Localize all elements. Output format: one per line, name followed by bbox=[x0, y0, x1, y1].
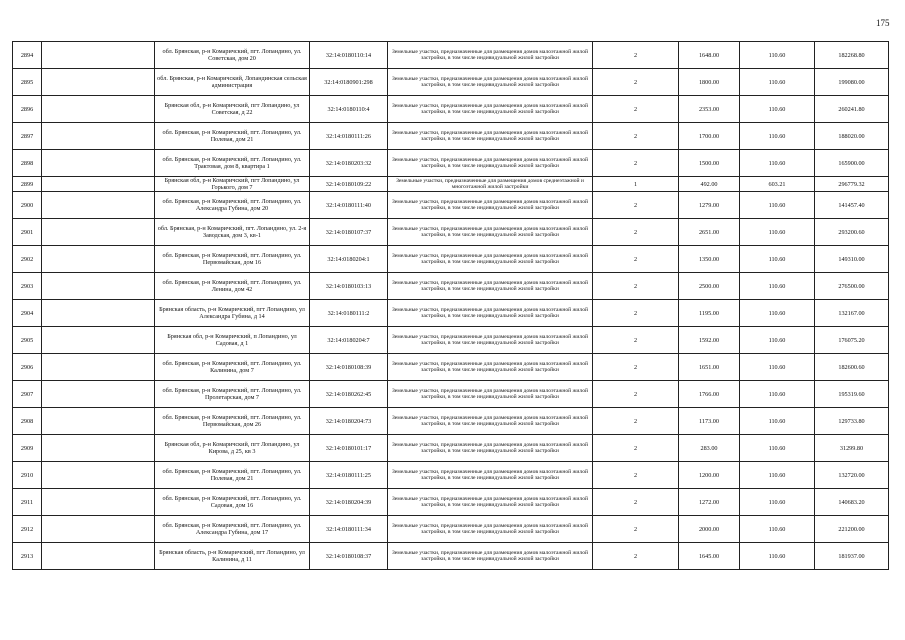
specific-value-cell: 110.60 bbox=[740, 273, 815, 300]
specific-value-cell: 110.60 bbox=[740, 150, 815, 177]
table-row bbox=[13, 489, 889, 516]
land-use-cell: Земельные участки, предназначенные для размещения домов малоэтажной жилой застройки, в том числе индивидуальной жилой застройки bbox=[388, 219, 593, 246]
area-cell: 2000.00 bbox=[679, 516, 740, 543]
area-cell: 283.00 bbox=[679, 435, 740, 462]
blank-cell bbox=[42, 96, 155, 123]
blank-cell bbox=[42, 489, 155, 516]
land-use-cell: Земельные участки, предназначенные для размещения домов малоэтажной жилой застройки, в том числе индивидуальной жилой застройки bbox=[388, 435, 593, 462]
row-number: 2911 bbox=[13, 489, 42, 516]
land-use-cell: Земельные участки, предназначенные для размещения домов малоэтажной жилой застройки, в том числе индивидуальной жилой застройки bbox=[388, 192, 593, 219]
area-cell: 2651.00 bbox=[679, 219, 740, 246]
row-number: 2904 bbox=[13, 300, 42, 327]
cadastral-number-cell: 32:14:0180111:25 bbox=[310, 462, 388, 489]
row-number: 2905 bbox=[13, 327, 42, 354]
blank-cell bbox=[42, 327, 155, 354]
cadastral-number-cell: 32:14:0180108:39 bbox=[310, 354, 388, 381]
address-cell: обл. Брянская, р-н Комаричский, пгт. Лопандино, ул. Полевая, дом 21 bbox=[155, 462, 310, 489]
area-cell: 1200.00 bbox=[679, 462, 740, 489]
specific-value-cell: 110.60 bbox=[740, 123, 815, 150]
cadastral-number-cell: 32:14:0180901:298 bbox=[310, 69, 388, 96]
area-cell: 1272.00 bbox=[679, 489, 740, 516]
area-cell: 1648.00 bbox=[679, 42, 740, 69]
table-row bbox=[13, 42, 889, 69]
address-cell: обл. Брянская, р-н Комаричский, пгт. Лопандино, ул. Трактовая, дом 8, квартира 1 bbox=[155, 150, 310, 177]
area-cell: 1173.00 bbox=[679, 408, 740, 435]
row-number: 2912 bbox=[13, 516, 42, 543]
address-cell: обл. Брянская, р-н Комаричский, пгт. Лопандино, ул. Калинина, дом 7 bbox=[155, 354, 310, 381]
table-row bbox=[13, 462, 889, 489]
cadastral-number-cell: 32:14:0180110:14 bbox=[310, 42, 388, 69]
row-number: 2907 bbox=[13, 381, 42, 408]
table-row bbox=[13, 273, 889, 300]
cadastral-number-cell: 32:14:0180203:32 bbox=[310, 150, 388, 177]
table-row bbox=[13, 408, 889, 435]
table-row bbox=[13, 435, 889, 462]
cadastral-value-cell: 141457.40 bbox=[815, 192, 889, 219]
cadastral-value-cell: 181937.00 bbox=[815, 543, 889, 570]
table-row bbox=[13, 69, 889, 96]
cadastral-value-cell: 293200.60 bbox=[815, 219, 889, 246]
row-number: 2906 bbox=[13, 354, 42, 381]
group-cell: 2 bbox=[593, 462, 679, 489]
address-cell: обл. Брянская, р-н Комаричский, пгт. Лопандино, ул. Александра Губина, дом 17 bbox=[155, 516, 310, 543]
land-use-cell: Земельные участки, предназначенные для размещения домов малоэтажной жилой застройки, в том числе индивидуальной жилой застройки bbox=[388, 327, 593, 354]
row-number: 2913 bbox=[13, 543, 42, 570]
table-row bbox=[13, 354, 889, 381]
table-row bbox=[13, 246, 889, 273]
specific-value-cell: 603.21 bbox=[740, 177, 815, 192]
row-number: 2894 bbox=[13, 42, 42, 69]
table-row bbox=[13, 300, 889, 327]
blank-cell bbox=[42, 150, 155, 177]
row-number: 2895 bbox=[13, 69, 42, 96]
row-number: 2903 bbox=[13, 273, 42, 300]
blank-cell bbox=[42, 462, 155, 489]
cadastral-number-cell: 32:14:0180103:13 bbox=[310, 273, 388, 300]
area-cell: 1500.00 bbox=[679, 150, 740, 177]
area-cell: 1592.00 bbox=[679, 327, 740, 354]
blank-cell bbox=[42, 381, 155, 408]
land-use-cell: Земельные участки, предназначенные для размещения домов малоэтажной жилой застройки, в том числе индивидуальной жилой застройки bbox=[388, 96, 593, 123]
address-cell: Брянская область, р-н Комаричский, пгт Лопандино, ул Александра Губина, д 14 bbox=[155, 300, 310, 327]
land-use-cell: Земельные участки, предназначенные для размещения домов малоэтажной жилой застройки, в том числе индивидуальной жилой застройки bbox=[388, 516, 593, 543]
table-row bbox=[13, 381, 889, 408]
blank-cell bbox=[42, 69, 155, 96]
table-row bbox=[13, 177, 889, 192]
blank-cell bbox=[42, 42, 155, 69]
address-cell: Брянская обл, р-н Комаричский, пгт Лопандино, ул Горького, дом 7 bbox=[155, 177, 310, 192]
specific-value-cell: 110.60 bbox=[740, 381, 815, 408]
cadastral-value-table bbox=[12, 41, 889, 570]
group-cell: 2 bbox=[593, 42, 679, 69]
address-cell: Брянская обл, р-н Комаричский, пгт Лопандино, ул Советская, д 22 bbox=[155, 96, 310, 123]
specific-value-cell: 110.60 bbox=[740, 435, 815, 462]
group-cell: 2 bbox=[593, 381, 679, 408]
cadastral-value-cell: 195319.60 bbox=[815, 381, 889, 408]
area-cell: 1350.00 bbox=[679, 246, 740, 273]
group-cell: 1 bbox=[593, 177, 679, 192]
row-number: 2901 bbox=[13, 219, 42, 246]
specific-value-cell: 110.60 bbox=[740, 300, 815, 327]
row-number: 2896 bbox=[13, 96, 42, 123]
specific-value-cell: 110.60 bbox=[740, 354, 815, 381]
land-use-cell: Земельные участки, предназначенные для размещения домов малоэтажной жилой застройки, в том числе индивидуальной жилой застройки bbox=[388, 408, 593, 435]
group-cell: 2 bbox=[593, 246, 679, 273]
row-number: 2900 bbox=[13, 192, 42, 219]
cadastral-number-cell: 32:14:0180107:37 bbox=[310, 219, 388, 246]
page-number: 175 bbox=[876, 18, 890, 28]
group-cell: 2 bbox=[593, 516, 679, 543]
specific-value-cell: 110.60 bbox=[740, 219, 815, 246]
cadastral-number-cell: 32:14:0180262:45 bbox=[310, 381, 388, 408]
land-use-cell: Земельные участки, предназначенные для размещения домов малоэтажной жилой застройки, в том числе индивидуальной жилой застройки bbox=[388, 42, 593, 69]
cadastral-number-cell: 32:14:0180111:26 bbox=[310, 123, 388, 150]
group-cell: 2 bbox=[593, 192, 679, 219]
cadastral-value-cell: 132720.00 bbox=[815, 462, 889, 489]
address-cell: Брянская обл, р-н Комаричский, пгт Лопандино, ул Кирова, д 25, кв 3 bbox=[155, 435, 310, 462]
table-row bbox=[13, 516, 889, 543]
address-cell: обл. Брянская, р-н Комаричский, пгт. Лопандино, ул. Первомайская, дом 16 bbox=[155, 246, 310, 273]
table-row bbox=[13, 192, 889, 219]
address-cell: обл. Брянская, р-н Комаричский, пгт. Лопандино, ул. Полевая, дом 21 bbox=[155, 123, 310, 150]
cadastral-number-cell: 32:14:0180204:7 bbox=[310, 327, 388, 354]
area-cell: 1766.00 bbox=[679, 381, 740, 408]
cadastral-value-cell: 149310.00 bbox=[815, 246, 889, 273]
cadastral-number-cell: 32:14:0180109:22 bbox=[310, 177, 388, 192]
blank-cell bbox=[42, 543, 155, 570]
specific-value-cell: 110.60 bbox=[740, 408, 815, 435]
blank-cell bbox=[42, 354, 155, 381]
row-number: 2897 bbox=[13, 123, 42, 150]
specific-value-cell: 110.60 bbox=[740, 489, 815, 516]
blank-cell bbox=[42, 516, 155, 543]
cadastral-value-cell: 296779.32 bbox=[815, 177, 889, 192]
area-cell: 1195.00 bbox=[679, 300, 740, 327]
group-cell: 2 bbox=[593, 408, 679, 435]
specific-value-cell: 110.60 bbox=[740, 246, 815, 273]
land-use-cell: Земельные участки, предназначенные для размещения домов малоэтажной жилой застройки, в том числе индивидуальной жилой застройки bbox=[388, 69, 593, 96]
blank-cell bbox=[42, 273, 155, 300]
group-cell: 2 bbox=[593, 69, 679, 96]
specific-value-cell: 110.60 bbox=[740, 192, 815, 219]
group-cell: 2 bbox=[593, 435, 679, 462]
address-cell: Брянская область, р-н Комаричский, пгт Лопандино, ул Калинина, д 11 bbox=[155, 543, 310, 570]
land-use-cell: Земельные участки, предназначенные для размещения домов малоэтажной жилой застройки, в том числе индивидуальной жилой застройки bbox=[388, 489, 593, 516]
cadastral-value-cell: 199080.00 bbox=[815, 69, 889, 96]
row-number: 2898 bbox=[13, 150, 42, 177]
land-use-cell: Земельные участки, предназначенные для размещения домов малоэтажной жилой застройки, в том числе индивидуальной жилой застройки bbox=[388, 381, 593, 408]
land-use-cell: Земельные участки, предназначенные для размещения домов малоэтажной жилой застройки, в том числе индивидуальной жилой застройки bbox=[388, 354, 593, 381]
address-cell: обл. Брянская, р-н Комаричский, Лопандинская сельская администрация bbox=[155, 69, 310, 96]
blank-cell bbox=[42, 192, 155, 219]
table-row bbox=[13, 327, 889, 354]
cadastral-value-cell: 132167.00 bbox=[815, 300, 889, 327]
specific-value-cell: 110.60 bbox=[740, 516, 815, 543]
blank-cell bbox=[42, 246, 155, 273]
specific-value-cell: 110.60 bbox=[740, 42, 815, 69]
specific-value-cell: 110.60 bbox=[740, 543, 815, 570]
cadastral-value-cell: 260241.80 bbox=[815, 96, 889, 123]
area-cell: 1700.00 bbox=[679, 123, 740, 150]
area-cell: 1279.00 bbox=[679, 192, 740, 219]
cadastral-number-cell: 32:14:0180101:17 bbox=[310, 435, 388, 462]
blank-cell bbox=[42, 408, 155, 435]
blank-cell bbox=[42, 123, 155, 150]
row-number: 2902 bbox=[13, 246, 42, 273]
cadastral-number-cell: 32:14:0180108:37 bbox=[310, 543, 388, 570]
cadastral-value-cell: 182600.60 bbox=[815, 354, 889, 381]
group-cell: 2 bbox=[593, 354, 679, 381]
cadastral-value-cell: 182268.80 bbox=[815, 42, 889, 69]
group-cell: 2 bbox=[593, 150, 679, 177]
blank-cell bbox=[42, 177, 155, 192]
area-cell: 492.00 bbox=[679, 177, 740, 192]
group-cell: 2 bbox=[593, 489, 679, 516]
land-use-cell: Земельные участки, предназначенные для размещения домов малоэтажной жилой застройки, в том числе индивидуальной жилой застройки bbox=[388, 300, 593, 327]
cadastral-number-cell: 32:14:0180110:4 bbox=[310, 96, 388, 123]
group-cell: 2 bbox=[593, 96, 679, 123]
cadastral-value-cell: 188020.00 bbox=[815, 123, 889, 150]
address-cell: обл. Брянская, р-н Комаричский, пгт. Лопандино, ул. Первомайская, дом 26 bbox=[155, 408, 310, 435]
group-cell: 2 bbox=[593, 273, 679, 300]
area-cell: 2500.00 bbox=[679, 273, 740, 300]
land-use-cell: Земельные участки, предназначенные для размещения домов среднеэтажной и многоэтажной жилой застройки bbox=[388, 177, 593, 192]
cadastral-value-cell: 176075.20 bbox=[815, 327, 889, 354]
address-cell: Брянская обл, р-н Комаричский, п Лопандино, ул Садовая, д 1 bbox=[155, 327, 310, 354]
group-cell: 2 bbox=[593, 327, 679, 354]
cadastral-number-cell: 32:14:0180204:73 bbox=[310, 408, 388, 435]
area-cell: 1651.00 bbox=[679, 354, 740, 381]
address-cell: обл. Брянская, р-н Комаричский, пгт. Лопандино, ул. Советская, дом 20 bbox=[155, 42, 310, 69]
land-use-cell: Земельные участки, предназначенные для размещения домов малоэтажной жилой застройки, в том числе индивидуальной жилой застройки bbox=[388, 273, 593, 300]
land-use-cell: Земельные участки, предназначенные для размещения домов малоэтажной жилой застройки, в том числе индивидуальной жилой застройки bbox=[388, 150, 593, 177]
cadastral-number-cell: 32:14:0180204:39 bbox=[310, 489, 388, 516]
row-number: 2910 bbox=[13, 462, 42, 489]
table-row bbox=[13, 219, 889, 246]
row-number: 2909 bbox=[13, 435, 42, 462]
cadastral-value-cell: 276500.00 bbox=[815, 273, 889, 300]
area-cell: 1800.00 bbox=[679, 69, 740, 96]
table-row bbox=[13, 96, 889, 123]
group-cell: 2 bbox=[593, 219, 679, 246]
row-number: 2899 bbox=[13, 177, 42, 192]
cadastral-value-cell: 129733.80 bbox=[815, 408, 889, 435]
address-cell: обл. Брянская, р-н Комаричский, пгт. Лопандино, ул. Александра Губина, дом 20 bbox=[155, 192, 310, 219]
specific-value-cell: 110.60 bbox=[740, 327, 815, 354]
land-use-cell: Земельные участки, предназначенные для размещения домов малоэтажной жилой застройки, в том числе индивидуальной жилой застройки bbox=[388, 246, 593, 273]
address-cell: обл. Брянская, р-н Комаричский, пгт. Лопандино, ул. 2-я Заводская, дом 3, кв-1 bbox=[155, 219, 310, 246]
cadastral-number-cell: 32:14:0180111:34 bbox=[310, 516, 388, 543]
cadastral-value-cell: 31299.80 bbox=[815, 435, 889, 462]
blank-cell bbox=[42, 219, 155, 246]
cadastral-number-cell: 32:14:0180111:40 bbox=[310, 192, 388, 219]
table-row bbox=[13, 150, 889, 177]
land-use-cell: Земельные участки, предназначенные для размещения домов малоэтажной жилой застройки, в том числе индивидуальной жилой застройки bbox=[388, 462, 593, 489]
table-row bbox=[13, 543, 889, 570]
group-cell: 2 bbox=[593, 543, 679, 570]
address-cell: обл. Брянская, р-н Комаричский, пгт. Лопандино, ул. Пролетарская, дом 7 bbox=[155, 381, 310, 408]
land-use-cell: Земельные участки, предназначенные для размещения домов малоэтажной жилой застройки, в том числе индивидуальной жилой застройки bbox=[388, 543, 593, 570]
cadastral-value-cell: 140683.20 bbox=[815, 489, 889, 516]
specific-value-cell: 110.60 bbox=[740, 462, 815, 489]
row-number: 2908 bbox=[13, 408, 42, 435]
specific-value-cell: 110.60 bbox=[740, 69, 815, 96]
group-cell: 2 bbox=[593, 123, 679, 150]
address-cell: обл. Брянская, р-н Комаричский, пгт. Лопандино, ул. Ленина, дом 42 bbox=[155, 273, 310, 300]
table-row bbox=[13, 123, 889, 150]
cadastral-number-cell: 32:14:0180111:2 bbox=[310, 300, 388, 327]
cadastral-value-cell: 165900.00 bbox=[815, 150, 889, 177]
land-use-cell: Земельные участки, предназначенные для размещения домов малоэтажной жилой застройки, в том числе индивидуальной жилой застройки bbox=[388, 123, 593, 150]
group-cell: 2 bbox=[593, 300, 679, 327]
cadastral-number-cell: 32:14:0180204:1 bbox=[310, 246, 388, 273]
area-cell: 1645.00 bbox=[679, 543, 740, 570]
area-cell: 2353.00 bbox=[679, 96, 740, 123]
cadastral-value-cell: 221200.00 bbox=[815, 516, 889, 543]
specific-value-cell: 110.60 bbox=[740, 96, 815, 123]
address-cell: обл. Брянская, р-н Комаричский, пгт. Лопандино, ул. Садовая, дом 16 bbox=[155, 489, 310, 516]
blank-cell bbox=[42, 300, 155, 327]
blank-cell bbox=[42, 435, 155, 462]
